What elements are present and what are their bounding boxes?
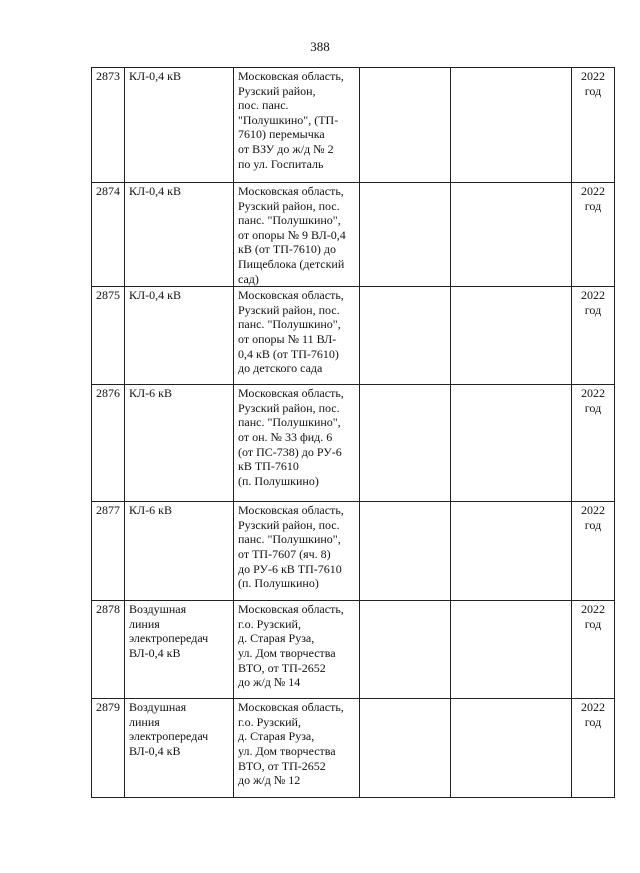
object-name-cell [125, 287, 234, 385]
address-line: (от ПС-738) до РУ-6 [238, 444, 342, 459]
address-line: г.о. Рузский, [238, 616, 301, 631]
object-name-cell [125, 183, 234, 287]
row-number-cell: 2874 [92, 183, 125, 287]
address-line: Пищеблока (детский [238, 256, 345, 271]
object-name-line: линия [129, 714, 160, 729]
row-number-cell: 2873 [92, 68, 125, 183]
empty-cell [451, 601, 572, 699]
address-line: от ТП-7607 (яч. 8) [238, 546, 331, 561]
year-value: 2022 [581, 184, 605, 198]
table-row [92, 287, 615, 385]
empty-cell [451, 502, 572, 601]
address-line: Московская область, [238, 700, 344, 715]
table-row [92, 385, 615, 502]
address-cell [234, 601, 360, 699]
address-line: (п. Полушкино) [238, 473, 319, 488]
year-unit: год [584, 517, 602, 532]
object-name-line: электропередач [129, 631, 209, 646]
object-name-cell [125, 601, 234, 699]
object-name-cell [125, 699, 234, 798]
object-name-line: электропередач [129, 729, 209, 744]
object-name-line: КЛ-6 кВ [129, 386, 172, 401]
object-name-line: КЛ-0,4 кВ [129, 288, 181, 303]
address-line: кВ (от ТП-7610) до [238, 242, 337, 257]
row-number-cell: 2875 [92, 287, 125, 385]
row-number-cell: 2878 [92, 601, 125, 699]
address-line: д. Старая Руза, [238, 729, 315, 744]
address-line: (п. Полушкино) [238, 576, 319, 591]
address-line: ул. Дом творчества [238, 645, 336, 660]
row-number-cell: 2876 [92, 385, 125, 502]
year-unit: год [584, 83, 602, 98]
address-line: Московская область, [238, 503, 344, 518]
address-line: до детского сада [238, 361, 323, 376]
year-unit: год [584, 714, 602, 729]
address-line: до РУ-6 кВ ТП-7610 [238, 561, 342, 576]
empty-cell [360, 287, 451, 385]
object-name-cell [125, 68, 234, 183]
year-value: 2022 [581, 700, 605, 715]
year-unit: год [584, 198, 602, 213]
empty-cell [451, 183, 572, 287]
address-line: "Полушкино", (ТП- [238, 112, 339, 127]
object-name-line: КЛ-0,4 кВ [129, 69, 181, 83]
object-name-line: Воздушная [129, 602, 187, 617]
object-name-line: ВЛ-0,4 кВ [129, 743, 181, 758]
address-line: кВ ТП-7610 [238, 459, 299, 474]
empty-cell [451, 68, 572, 183]
table-row [92, 502, 615, 601]
address-line: д. Старая Руза, [238, 631, 315, 646]
address-line: 7610) перемычка [238, 127, 325, 142]
address-line: от он. № 33 фид. 6 [238, 429, 333, 444]
address-line: Рузский район, пос. [238, 302, 340, 317]
object-name-line: Воздушная [129, 700, 187, 715]
address-line: ВТО, от ТП-2652 [238, 660, 326, 675]
address-cell [234, 502, 360, 601]
registry-table [91, 67, 615, 798]
address-line: панс. "Полушкино", [238, 532, 341, 547]
address-line: Московская область, [238, 184, 344, 198]
row-number-cell: 2877 [92, 502, 125, 601]
address-line: ВТО, от ТП-2652 [238, 758, 326, 773]
empty-cell [360, 183, 451, 287]
address-cell [234, 287, 360, 385]
year-cell [572, 287, 615, 385]
empty-cell [360, 699, 451, 798]
object-name-cell [125, 385, 234, 502]
address-line: Московская область, [238, 69, 344, 83]
empty-cell [451, 385, 572, 502]
row-number-cell: 2879 [92, 699, 125, 798]
address-line: ул. Дом творчества [238, 743, 336, 758]
address-line: от опоры № 9 ВЛ-0,4 [238, 227, 346, 242]
empty-cell [360, 601, 451, 699]
address-line: панс. "Полушкино", [238, 415, 341, 430]
object-name-line: ВЛ-0,4 кВ [129, 645, 181, 660]
year-cell [572, 68, 615, 183]
year-unit: год [584, 400, 602, 415]
address-line: от ВЗУ до ж/д № 2 [238, 141, 334, 156]
year-value: 2022 [581, 386, 605, 401]
address-line: панс. "Полушкино", [238, 213, 341, 228]
empty-cell [360, 68, 451, 183]
address-line: панс. "Полушкино", [238, 317, 341, 332]
table-row [92, 183, 615, 287]
year-cell [572, 699, 615, 798]
page-number: 388 [310, 39, 330, 54]
address-line: Московская область, [238, 602, 344, 617]
empty-cell [360, 385, 451, 502]
table-row [92, 601, 615, 699]
year-cell [572, 601, 615, 699]
year-cell [572, 183, 615, 287]
address-line: Московская область, [238, 288, 344, 303]
year-unit: год [584, 302, 602, 317]
object-name-line: линия [129, 616, 160, 631]
empty-cell [451, 287, 572, 385]
year-value: 2022 [581, 503, 605, 518]
year-value: 2022 [581, 288, 605, 303]
object-name-cell [125, 502, 234, 601]
address-line: г.о. Рузский, [238, 714, 301, 729]
empty-cell [360, 502, 451, 601]
table-row [92, 68, 615, 183]
address-line: пос. панс. [238, 98, 289, 113]
table-row [92, 699, 615, 798]
address-line: 0,4 кВ (от ТП-7610) [238, 346, 339, 361]
address-line: Рузский район, пос. [238, 198, 340, 213]
year-cell [572, 385, 615, 502]
address-line: от опоры № 11 ВЛ- [238, 331, 337, 346]
address-line: до ж/д № 12 [238, 773, 301, 788]
year-cell [572, 502, 615, 601]
address-line: Московская область, [238, 386, 344, 401]
address-line: до ж/д № 14 [238, 675, 301, 690]
address-line: Рузский район, пос. [238, 400, 340, 415]
address-line: по ул. Госпиталь [238, 156, 324, 171]
address-line: Рузский район, пос. [238, 517, 340, 532]
address-line: Рузский район, [238, 83, 316, 98]
address-cell [234, 68, 360, 183]
empty-cell [451, 699, 572, 798]
year-value: 2022 [581, 69, 605, 83]
address-cell [234, 385, 360, 502]
address-cell [234, 183, 360, 287]
object-name-line: КЛ-0,4 кВ [129, 184, 181, 198]
address-cell [234, 699, 360, 798]
object-name-line: КЛ-6 кВ [129, 503, 172, 518]
address-line: сад) [238, 271, 259, 286]
year-value: 2022 [581, 602, 605, 617]
year-unit: год [584, 616, 602, 631]
